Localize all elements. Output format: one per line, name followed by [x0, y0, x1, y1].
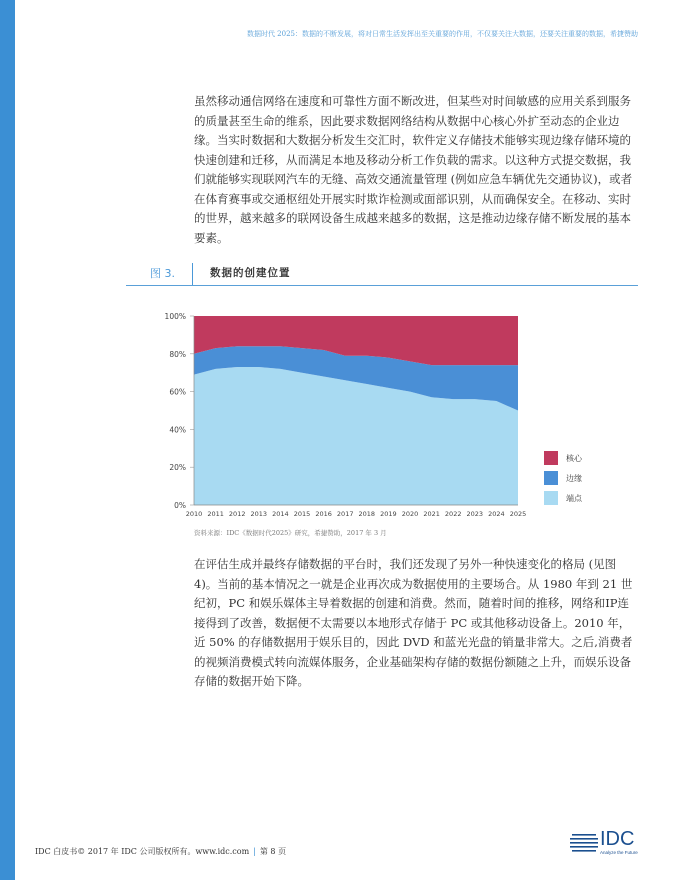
x-tick-label: 2017 — [336, 510, 354, 518]
x-tick-label: 2010 — [185, 510, 203, 518]
y-tick-label: 60% — [169, 387, 186, 397]
legend-item — [544, 448, 582, 468]
left-accent-bar — [0, 0, 15, 880]
x-tick-label: 2014 — [272, 510, 289, 518]
x-tick-label: 2025 — [509, 510, 527, 518]
x-tick-label: 2016 — [315, 510, 332, 518]
y-tick-label: 20% — [169, 463, 186, 473]
paragraph-edge-storage: 虽然移动通信网络在速度和可靠性方面不断改进，但某些对时间敏感的应用关系到服务的质量甚至生命的维系，因此要求数据网络结构从数据中心核心外扩至动态的企业边缘。当实时数据和大数据分析发生交汇时，软件定义存储技术能够实现边缘存储环境的快速创建和迁移，从而满足本地及移动分析工作负载的需求。以这种方式提交数据，我们就能够实现联网汽车的无缝、高效交通流量管理 (例如应急车辆优先交通协议)，或者在体育赛事或交通枢纽处开展实时欺诈检测或面部识别，从而确保安全。在移动、实时的世界，越来越多的联网设备生成越来越多的数据，这是推动边缘存储不断发展的基本要素。 — [194, 94, 633, 245]
figure-number: 图 3. — [150, 267, 175, 280]
page-footer — [35, 846, 286, 857]
idc-logo-text: IDC — [600, 828, 635, 850]
y-tick-label: 40% — [169, 425, 186, 435]
x-tick-label: 2023 — [466, 510, 484, 518]
x-tick-label: 2020 — [401, 510, 419, 518]
legend-label: 端点 — [566, 493, 582, 503]
stacked-area-chart — [150, 305, 530, 520]
legend-label: 边缘 — [566, 473, 582, 483]
legend-label: 核心 — [566, 453, 582, 463]
y-tick-label: 0% — [174, 501, 186, 510]
page-header: 数据时代 2025：数据的不断发展，将对日常生活发挥出至关重要的作用，不仅要关注大数据，还要关注重要的数据，希捷赞助 — [246, 30, 638, 38]
chart-legend — [544, 448, 582, 508]
x-tick-label: 2015 — [293, 510, 311, 518]
footer-page-number: 第 8 页 — [259, 847, 287, 856]
y-tick-label: 80% — [169, 349, 186, 359]
legend-swatch — [544, 471, 558, 485]
figure-title-divider — [192, 263, 193, 285]
x-tick-label: 2013 — [250, 510, 268, 518]
x-tick-label: 2018 — [358, 510, 376, 518]
figure-source: 资料来源：IDC《数据时代2025》研究，希捷赞助，2017 年 3 月 — [194, 529, 387, 537]
idc-logo-tagline: Analyze the Future — [600, 850, 638, 855]
figure-title: 数据的创建位置 — [210, 267, 291, 279]
legend-swatch — [544, 451, 558, 465]
legend-item — [544, 468, 582, 488]
x-tick-label: 2019 — [380, 510, 397, 518]
legend-swatch — [544, 491, 558, 505]
x-tick-label: 2011 — [207, 510, 224, 518]
figure-title-bar — [126, 263, 638, 286]
x-tick-label: 2021 — [423, 510, 440, 518]
y-tick-label: 100% — [164, 312, 186, 321]
x-tick-label: 2012 — [228, 510, 246, 518]
legend-item — [544, 488, 582, 508]
x-tick-label: 2024 — [488, 510, 505, 518]
footer-separator: | — [253, 847, 256, 856]
x-tick-label: 2022 — [444, 510, 462, 518]
footer-copyright: IDC 白皮书© 2017 年 IDC 公司版权所有。www.idc.com — [35, 847, 250, 856]
paragraph-platform-shift: 在评估生成并最终存储数据的平台时，我们还发现了另外一种快速变化的格局 (见图 4)。当前的基本情况之一就是企业再次成为数据使用的主要场合。从 1980 年到 21 世纪初，PC 和娱乐媒体主导着数据的创建和消费。然而，随着时间的推移，网络和IP连接得到了改善，数据便不太需要以本地形式存储于 PC 或其他移动设备上。2010 年，近 50% 的存储数据用于娱乐目的，因此 DVD 和蓝光光盘的销量非常大。之后,消费者的视频消费模式转向流媒体服务，企业基础架构存储的数据份额随之上升，而娱乐设备存储的数据开始下降。 — [194, 557, 633, 688]
